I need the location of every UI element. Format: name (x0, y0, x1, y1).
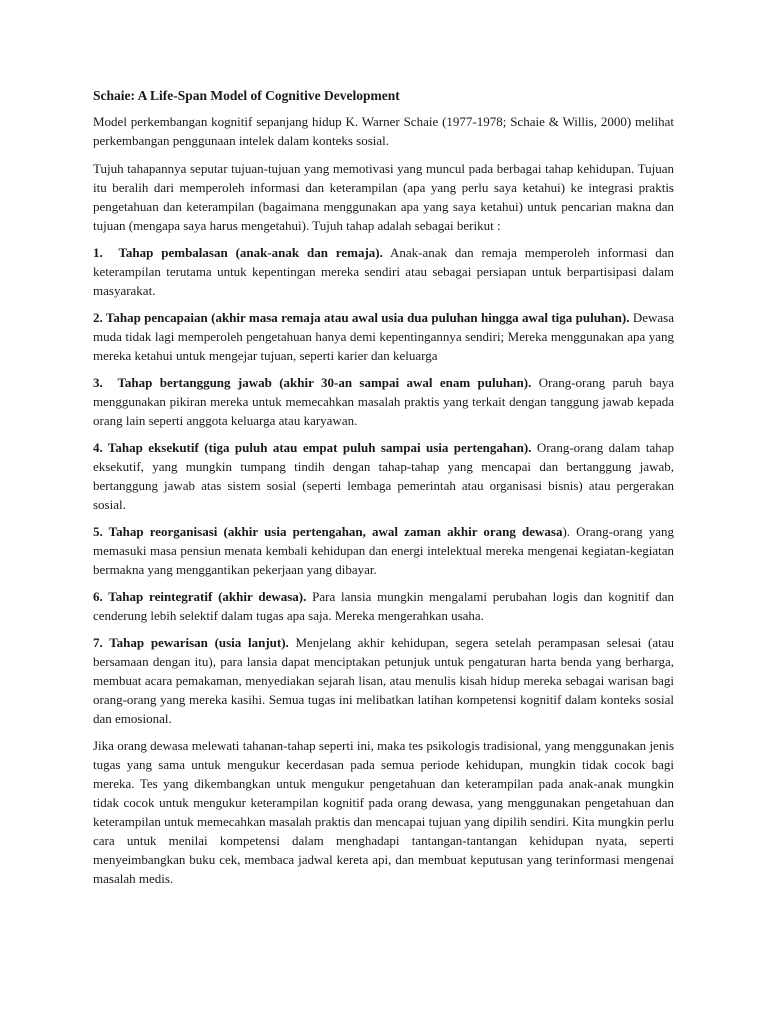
stage-heading-4: 4. Tahap eksekutif (tiga puluh atau empat puluh sampai usia pertengahan). (93, 440, 532, 455)
intro-paragraph-2: Tujuh tahapannya seputar tujuan-tujuan yang memotivasi yang muncul pada berbagai tahap kehidupan. Tujuan itu beralih dari memperoleh informasi dan keterampilan (apa yang perlu saya ketahui) ke integrasi praktis pengetahuan dan keterampilan (bagaimana menggunakan apa yang saya ketahui) untuk pencarian makna dan tujuan (mengapa saya harus mengetahui). Tujuh tahap adalah sebagai berikut : (93, 161, 674, 233)
stage-text-1: Anak-anak dan remaja memperoleh informasi dan keterampilan terutama untuk kepentingan mereka sendiri atau sebagai persiapan untuk berpartisipasi dalam masyarakat. (93, 245, 674, 298)
stage-paragraph-7 (93, 633, 674, 728)
stage-text-2: Dewasa muda tidak lagi memperoleh pengetahuan hanya demi kepentingannya sendiri; Mereka menggunakan apa yang mereka ketahui untuk mengejar tujuan, seperti karier dan keluarga (93, 310, 674, 363)
stage-text-7: Menjelang akhir kehidupan, segera setelah perampasan selesai (atau bersamaan dengan itu), para lansia dapat menciptakan petunjuk untuk pengaturan harta benda yang berharga, membuat acara pemakaman, menyediakan sejarah lisan, atau menulis kisah hidup mereka sebagai warisan bagi orang-orang yang mereka kasihi. Semua tugas ini melibatkan latihan kompetensi kognitif dalam konteks sosial dan emosional. (93, 635, 674, 726)
stage-heading-1: 1. Tahap pembalasan (anak-anak dan remaja). (93, 245, 383, 260)
stage-text-6: Para lansia mungkin mengalami perubahan logis dan kognitif dan cenderung lebih selektif dalam tugas apa saja. Mereka mengerahkan usaha. (93, 589, 675, 623)
document-title: Schaie: A Life-Span Model of Cognitive Development (93, 88, 400, 103)
intro-paragraph-1: Model perkembangan kognitif sepanjang hidup K. Warner Schaie (1977-1978; Schaie & Willis, 2000) melihat perkembangan penggunaan intelek dalam konteks sosial. (93, 114, 674, 148)
stage-heading-5: 5. Tahap reorganisasi (akhir usia pertengahan, awal zaman akhir orang dewasa (93, 524, 563, 539)
stage-text-4: Orang-orang dalam tahap eksekutif, yang mungkin tumpang tindih dengan tahap-tahap yang mencapai dan bertanggung jawab, bertanggung jawab atas sistem sosial (seperti lembaga pemerintah atau organisasi bisnis) atau pergerakan sosial. (93, 440, 674, 512)
stage-paragraph-2 (93, 308, 674, 365)
stage-paragraph-6 (93, 587, 674, 625)
stage-heading-6: 6. Tahap reintegratif (akhir dewasa). (93, 589, 307, 604)
stage-paragraph-5 (93, 522, 674, 579)
stage-paragraph-1 (93, 243, 674, 300)
stage-heading-2: 2. Tahap pencapaian (akhir masa remaja atau awal usia dua puluhan hingga awal tiga puluhan). (93, 310, 630, 325)
stage-text-5: ). Orang-orang yang memasuki masa pensiun menata kembali kehidupan dan energi intelektual mereka mengenai kegiatan-kegiatan bermakna yang menggantikan pekerjaan yang dibayar. (93, 524, 674, 577)
stage-text-3: Orang-orang paruh baya menggunakan pikiran mereka untuk memecahkan masalah praktis yang terkait dengan tanggung jawab kepada orang lain seperti anggota keluarga atau karyawan. (93, 375, 674, 428)
closing-paragraph: Jika orang dewasa melewati tahanan-tahap seperti ini, maka tes psikologis tradisional, yang menggunakan jenis tugas yang sama untuk mengukur kecerdasan pada semua periode kehidupan, mungkin tidak cocok bagi mereka. Tes yang dikembangkan untuk mengukur pengetahuan dan keterampilan pada anak-anak mungkin tidak cocok untuk mengukur keterampilan kognitif pada orang dewasa, yang menggunakan pengetahuan dan keterampilan untuk memecahkan masalah praktis dan mencapai tujuan yang dipilih sendiri. Kita mungkin perlu cara untuk menilai kompetensi dalam menghadapi tantangan-tantangan kehidupan nyata, seperti menyeimbangkan buku cek, membaca jadwal kereta api, dan membuat keputusan yang terinformasi mengenai masalah medis. (93, 738, 674, 886)
stage-heading-3: 3. Tahap bertanggung jawab (akhir 30-an sampai awal enam puluhan). (93, 375, 532, 390)
stage-paragraph-4 (93, 438, 674, 514)
stage-heading-7: 7. Tahap pewarisan (usia lanjut). (93, 635, 289, 650)
stage-paragraph-3 (93, 373, 674, 430)
document-page (93, 86, 674, 896)
